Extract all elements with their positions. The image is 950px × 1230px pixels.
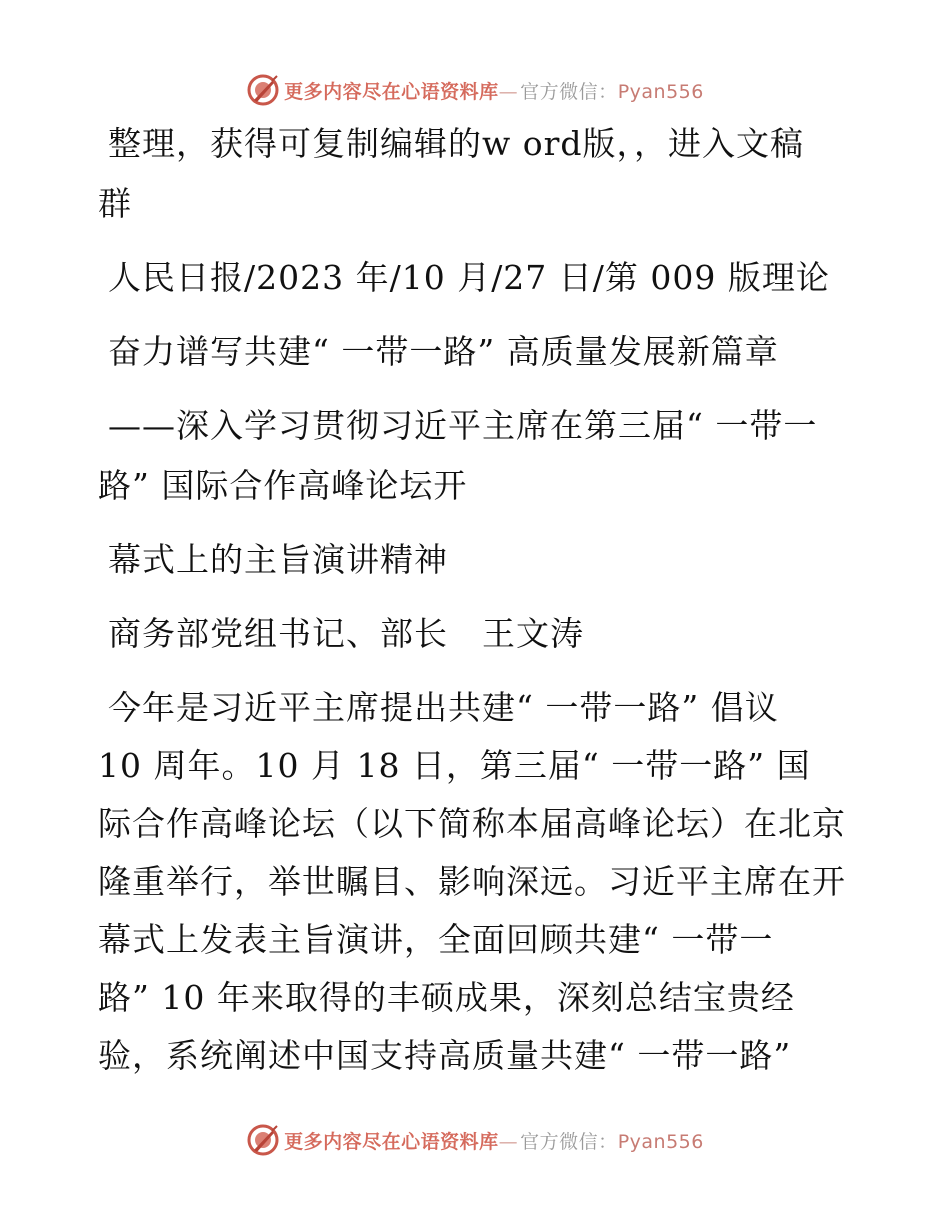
footer-banner: [0, 1120, 950, 1160]
doc-line-9: 今年是习近平主席提出共建“ 一带一路” 倡议: [108, 688, 779, 727]
header-brand: 更多内容尽在心语资料库— 官方微信：Pyan556: [284, 80, 704, 103]
doc-line-12: 隆重举行，举世瞩目、影响深远。习近平主席在开: [98, 862, 846, 901]
footer-brand: 更多内容尽在心语资料库— 官方微信：Pyan556: [284, 1130, 704, 1153]
header-banner: [0, 70, 950, 110]
doc-line-2: 群: [98, 184, 132, 223]
pen-nib-logo-icon: [246, 73, 280, 107]
doc-line-15: 验，系统阐述中国支持高质量共建“ 一带一路”: [98, 1036, 792, 1075]
pen-nib-logo-icon: [246, 1123, 280, 1157]
doc-line-10: 10 周年。10 月 18 日，第三届“ 一带一路” 国: [98, 746, 811, 785]
doc-line-11: 际合作高峰论坛（以下简称本届高峰论坛）在北京: [98, 804, 846, 843]
doc-line-3: 人民日报/2023 年/10 月/27 日/第 009 版理论: [108, 258, 830, 297]
doc-line-13: 幕式上发表主旨演讲，全面回顾共建“ 一带一: [98, 920, 774, 959]
doc-line-6: 路” 国际合作高峰论坛开: [98, 466, 468, 505]
doc-line-5: ——深入学习贯彻习近平主席在第三届“ 一带一: [108, 406, 818, 445]
doc-line-8: 商务部党组书记、部长 王文涛: [108, 614, 584, 653]
doc-line-7: 幕式上的主旨演讲精神: [108, 540, 448, 579]
doc-line-1: 整理，获得可复制编辑的w ord版，，进入文稿: [108, 124, 805, 163]
doc-line-4: 奋力谱写共建“ 一带一路” 高质量发展新篇章: [108, 332, 779, 371]
doc-line-14: 路” 10 年来取得的丰硕成果，深刻总结宝贵经: [98, 978, 795, 1017]
